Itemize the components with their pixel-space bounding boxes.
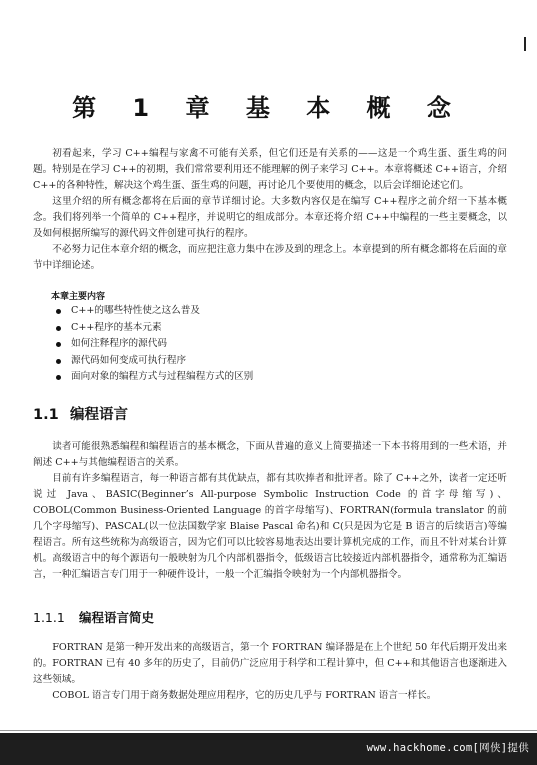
section-paragraph: 读者可能很熟悉编程和编程语言的基本概念，下面从普遍的意义上简要描述一下本书将用到的一些术语，并阐述 C++与其他编程语言的关系。 <box>33 441 507 468</box>
bullet-icon <box>56 309 61 314</box>
list-item: C++的哪些特性使之这么普及 <box>51 303 253 320</box>
bullet-icon <box>56 375 61 380</box>
section-heading <box>33 403 128 424</box>
subsection-paragraph: FORTRAN 是第一种开发出来的高级语言，第一个 FORTRAN 编译器是在上个世纪 50 年代后期开发出来的。FORTRAN 已有 40 多年的历史了，目前仍广泛应用于科学和工程计算中，但 C++和其他语言也逐渐进入这些领域。 <box>33 642 507 685</box>
subsection-number: 1.1.1 <box>33 610 65 625</box>
section-paragraph: 目前有许多编程语言，每一种语言都有其优缺点，都有其吹捧者和批评者。除了 C++之外，读者一定还听说过 Java、BASIC(Beginner’s All-purpose Symbolic Instruction Code 的首字母缩写)、COBOL(Common Business-Oriented Language 的首字母缩写)、FORTRAN(formula translator 的前几个字母缩写)、PASCAL(以一位法国数学家 Blaise Pascal 命名)和 C(只是因为它是 B 语言的后续语言)等编程语言。所有这些统称为高级语言，因为它们可以比较容易地表达出要计算机完成的工作，而且不针对某台计算机。高级语言中的每个源语句一般映射为几个内部机器指令，低级语言比较接近内部机器指令，通常称为汇编语言，一种汇编语言专门用于一种硬件设计，一般一个汇编指令映射为一个内部机器指令。 <box>33 473 507 580</box>
list-item: C++程序的基本元素 <box>51 320 253 337</box>
divider <box>0 730 537 731</box>
section-title: 编程语言 <box>70 407 128 423</box>
list-item: 如何注释程序的源代码 <box>51 336 253 353</box>
bullet-icon <box>56 342 61 347</box>
bullet-icon <box>56 326 61 331</box>
bullet-icon <box>56 359 61 364</box>
intro-paragraph-2: 这里介绍的所有概念都将在后面的章节详细讨论。大多数内容仅是在编写 C++程序之前介绍一下基本概念。我们将列举一个简单的 C++程序，并说明它的组成部分。本章还将介绍 C++中编程的一些主要概念，以及如何根据所编写的源代码文件创建可执行的程序。 <box>33 196 507 239</box>
section-1-1-1-text <box>33 640 507 704</box>
section-number: 1.1 <box>33 407 59 423</box>
subsection-paragraph: COBOL 语言专门用于商务数据处理应用程序，它的历史几乎与 FORTRAN 语言一样长。 <box>52 690 437 701</box>
key-contents-list <box>51 303 253 386</box>
intro-text <box>33 146 507 274</box>
watermark-text: www.hackhome.com[网侠]提供 <box>366 742 529 754</box>
list-item: 源代码如何变成可执行程序 <box>51 353 253 370</box>
subsection-heading <box>33 608 154 626</box>
chapter-title: 第 1 章 基 本 概 念 <box>72 94 465 122</box>
page-edge-mark <box>524 37 526 51</box>
subsection-title: 编程语言简史 <box>79 610 155 625</box>
section-1-1-text <box>33 439 507 583</box>
intro-paragraph-3: 不必努力记住本章介绍的概念，而应把注意力集中在涉及到的理念上。本章提到的所有概念都将在后面的章节中详细论述。 <box>33 244 507 271</box>
list-item: 面向对象的编程方式与过程编程方式的区别 <box>51 369 253 386</box>
key-contents-heading: 本章主要内容 <box>51 292 106 302</box>
intro-paragraph-1: 初看起来，学习 C++编程与家禽不可能有关系，但它们还是有关系的——这是一个鸡生蛋、蛋生鸡的问题。特别是在学习 C++的初期，我们常常要利用还不能理解的例子来学习 C++。本章将概述 C++语言，介绍 C++的各种特性，解决这个鸡生蛋、蛋生鸡的问题，再讨论几个要使用的概念，以后会详细论述它们。 <box>33 148 507 191</box>
